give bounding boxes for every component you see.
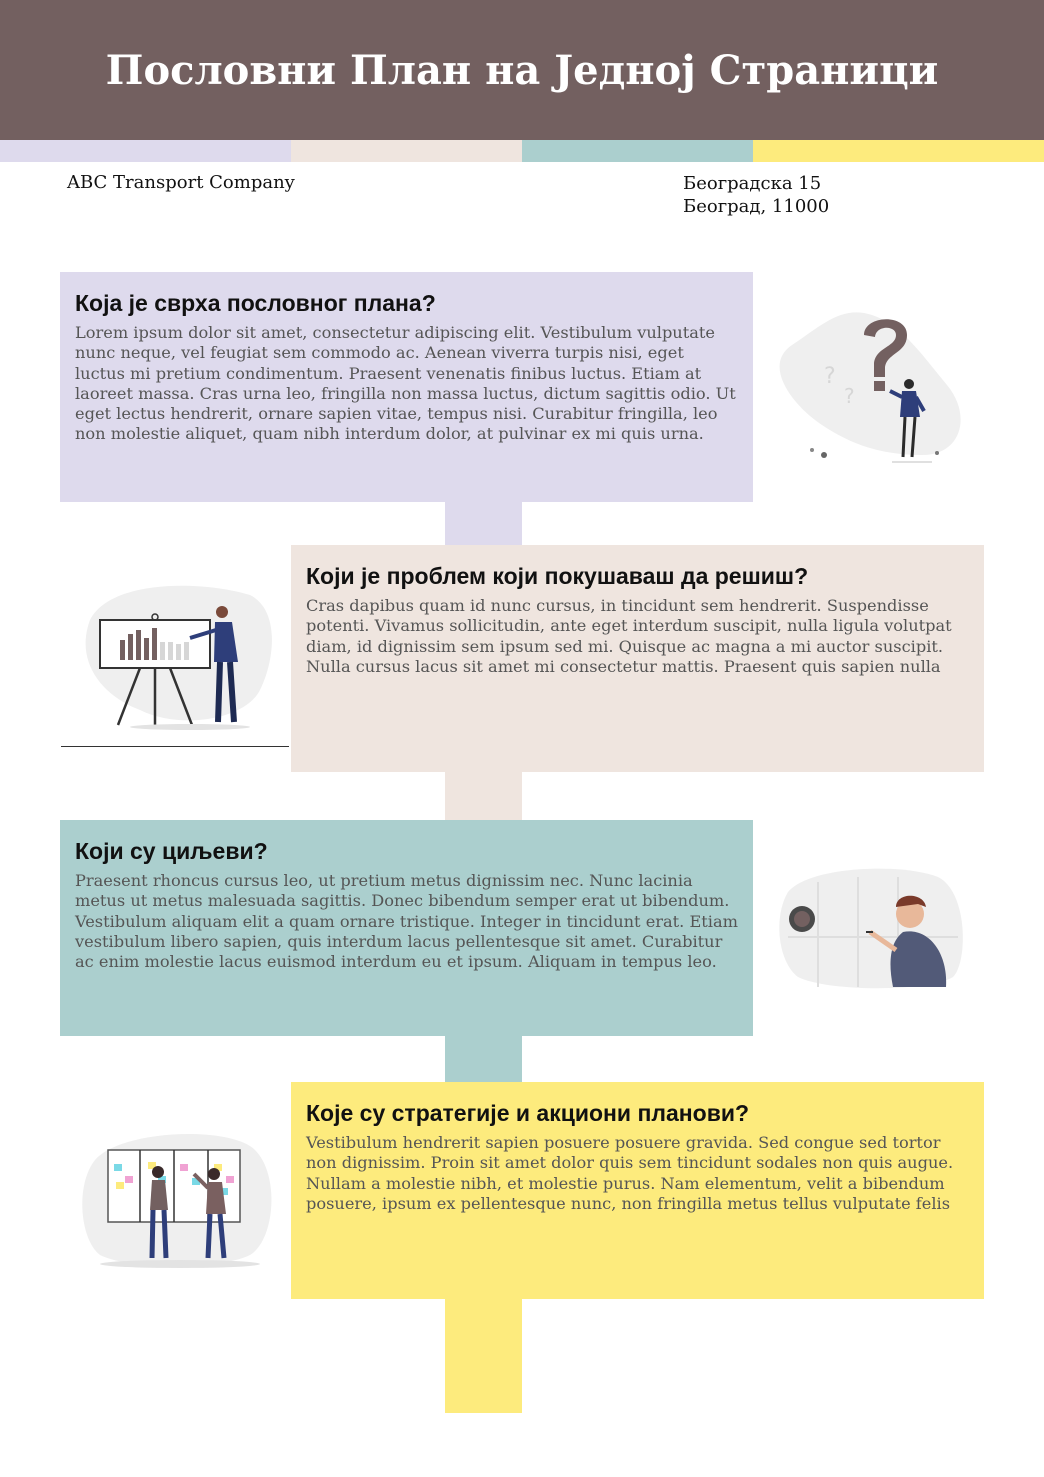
section-goals [60, 820, 753, 1036]
connector-1 [445, 502, 522, 546]
section-body: Lorem ipsum dolor sit amet, consectetur adipiscing elit. Vestibulum vulputate nunc neque, vel feugiat sem commodo ac. Aenean viverra turpis nisi, eget luctus mi pretium condimentum. Praesent venenatis finibus luctus. Etiam at laoreet massa. Cras urna leo, fringilla non massa luctus, dictum sagittis odio. Ut eget lectus hendrerit, ornare sapien vitae, tempus nisi. Curabitur fringilla, leo non molestie aliquet, quam nibh interdum dolor, at pulvinar ex mi quis urna. [75, 323, 736, 444]
section-strategies [291, 1082, 984, 1299]
connector-4 [445, 1299, 522, 1413]
stripe-lavender [0, 140, 291, 162]
divider-line [61, 746, 289, 747]
section-heading: Који је проблем који покушаваш да решиш? [306, 563, 809, 589]
section-heading: Који су циљеви? [75, 838, 268, 864]
stripe-teal [522, 140, 753, 162]
section-heading: Која је сврха пословног плана? [75, 290, 436, 316]
page-title: Пословни План на Једној Страници [105, 46, 939, 94]
connector-3 [445, 1036, 522, 1082]
page-header [0, 0, 1044, 140]
section-problem [291, 545, 984, 772]
dartboard-man-illustration [778, 862, 964, 992]
svg-text:?: ? [824, 364, 836, 389]
svg-text:?: ? [844, 384, 855, 408]
company-name: ABC Transport Company [67, 172, 295, 193]
section-body: Vestibulum hendrerit sapien posuere posuere gravida. Sed congue sed tortor non dignissim. Proin sit amet dolor quis sem tincidunt sodales non quis augue. Nullam a molestie nibh, et molestie purus. Nam elementum, velit a bibendum posuere, ipsum ex pellentesque nunc, non fringilla metus tellus vulputate felis [306, 1133, 954, 1213]
section-body: Praesent rhoncus cursus leo, ut pretium metus dignissim nec. Nunc lacinia metus ut metus malesuada sagittis. Donec bibendum semper erat ut bibendum. Vestibulum aliquam elit a quam ornare tristique. Integer in tincidunt erat. Etiam vestibulum libero sapien, quis interdum lacus pellentesque sit amet. Curabitur ac enim molestie lacus euismod interdum eu et ipsum. Aliquam in tempus leo. [75, 871, 738, 972]
sticky-notes-board-illustration [80, 1130, 272, 1270]
section-purpose [60, 272, 753, 502]
address-line-2: Београд, 11000 [683, 196, 830, 217]
stripe-beige [291, 140, 522, 162]
stripe-yellow [753, 140, 1044, 162]
connector-2 [445, 772, 522, 820]
question-mark-woman-illustration [772, 305, 968, 470]
section-body: Cras dapibus quam id nunc cursus, in tincidunt sem hendrerit. Suspendisse potenti. Vivamus sollicitudin, ante eget interdum suscipit, nulla ligula volutpat diam, id dignissim sem ipsum sed mi. Quisque ac magna a mi auctor suscipit. Nulla cursus lacus sit amet mi consectetur mattis. Praesent quis sapien nulla [306, 596, 952, 676]
address-line-1: Београдска 15 [683, 173, 822, 194]
presentation-chart-man-illustration [80, 580, 272, 735]
address [683, 172, 829, 218]
section-heading: Које су стратегије и акциони планови? [306, 1100, 750, 1126]
